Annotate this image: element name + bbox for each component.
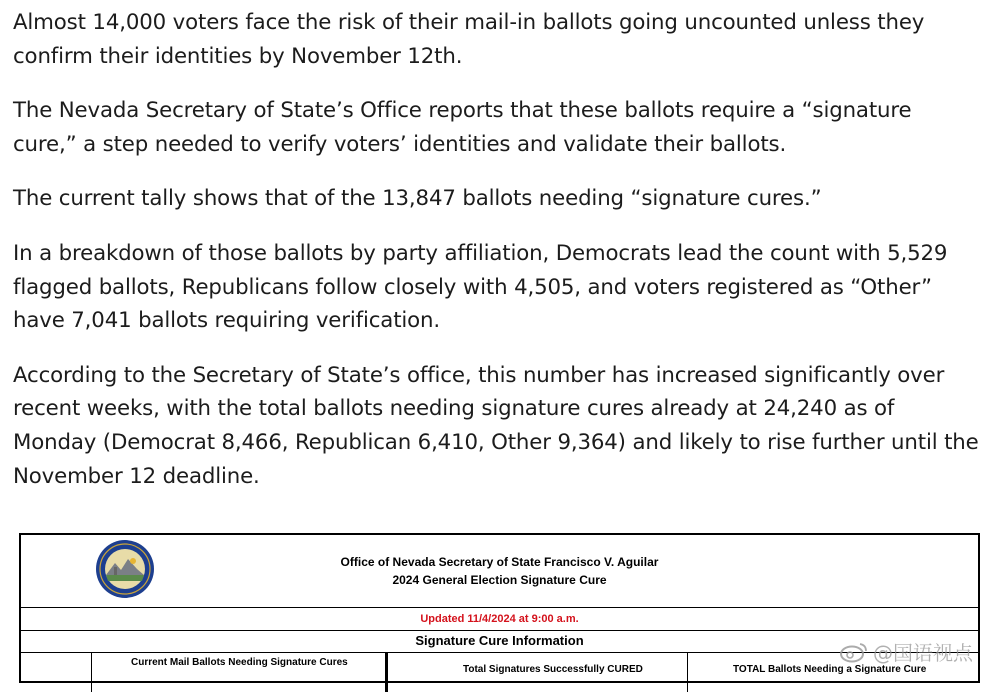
section-title: Signature Cure Information — [21, 630, 978, 653]
column-header-total: TOTAL Ballots Needing a Signature Cure — [733, 664, 927, 675]
column-header-current: Current Mail Ballots Needing Signature Cures — [131, 657, 348, 668]
document-title-line-1: Office of Nevada Secretary of State Francisco V. Aguilar — [340, 555, 659, 569]
column-header-cured: Total Signatures Successfully CURED — [463, 664, 643, 675]
paragraph-3: The current tally shows that of the 13,847 ballots needing “signature cures.” — [13, 186, 822, 212]
updated-timestamp: Updated 11/4/2024 at 9:00 a.m. — [21, 608, 978, 631]
watermark — [839, 637, 973, 666]
article-body — [13, 6, 981, 514]
paragraph-4: In a breakdown of those ballots by party affiliation, Democrats lead the count with 5,529 flagged ballots, Republicans follow closely with 4,505, and voters registered as “Other” have 7,041 ballots requiring verification. — [13, 240, 948, 334]
document-title — [21, 553, 978, 589]
watermark-text: @国语视点 — [873, 641, 973, 665]
column-divider — [385, 652, 388, 692]
weibo-logo-icon — [839, 641, 869, 663]
table-header-row — [21, 652, 978, 692]
document-header — [21, 535, 978, 608]
paragraph-5: According to the Secretary of State’s office, this number has increased significantly over recent weeks, with the total ballots needing signature cures already at 24,240 as of Monday (Democrat 8,466, Republican 6,410, Other 9,364) and likely to rise further until the November 12 deadline. — [13, 362, 979, 489]
column-divider — [91, 652, 92, 692]
column-divider — [687, 652, 688, 692]
paragraph-2: The Nevada Secretary of State’s Office reports that these ballots require a “signature cure,” a step needed to verify voters’ identities and validate their ballots. — [13, 98, 912, 157]
paragraph-1: Almost 14,000 voters face the risk of their mail-in ballots going uncounted unless they confirm their identities by November 12th. — [13, 10, 925, 69]
document-title-line-2: 2024 General Election Signature Cure — [392, 573, 607, 587]
signature-cure-document-image — [19, 533, 980, 683]
